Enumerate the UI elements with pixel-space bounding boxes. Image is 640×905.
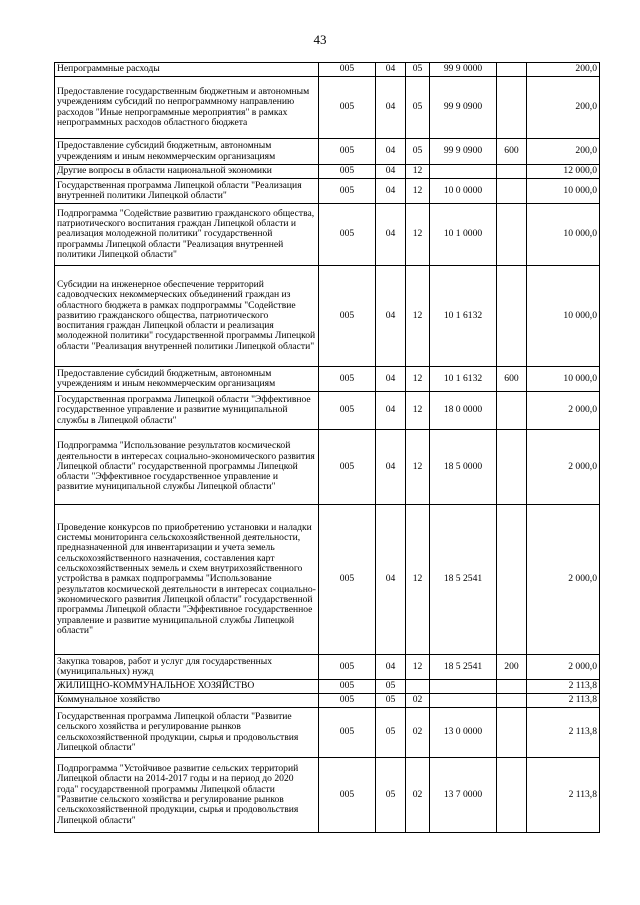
table-row [55, 266, 600, 367]
table-row [55, 63, 600, 77]
row-subsection-code: 12 [406, 392, 430, 430]
row-subsection-code: 05 [406, 63, 430, 77]
row-section-code: 04 [376, 204, 406, 266]
row-section-code: 04 [376, 655, 406, 680]
row-department-code: 005 [319, 179, 376, 204]
row-expense-type [497, 179, 527, 204]
row-department-code: 005 [319, 139, 376, 165]
row-expense-type [497, 694, 527, 708]
table-row [55, 179, 600, 204]
page-number: 43 [313, 32, 327, 47]
row-amount: 200,0 [527, 63, 600, 77]
row-target-article [430, 680, 497, 694]
row-department-code: 005 [319, 367, 376, 392]
row-section-code: 04 [376, 165, 406, 179]
row-section-code: 04 [376, 367, 406, 392]
row-expense-type [497, 680, 527, 694]
row-expense-type [497, 392, 527, 430]
row-department-code: 005 [319, 63, 376, 77]
row-subsection-code: 12 [406, 165, 430, 179]
row-department-code: 005 [319, 655, 376, 680]
row-amount: 2 113,8 [527, 708, 600, 758]
row-subsection-code: 02 [406, 758, 430, 833]
row-subsection-code: 02 [406, 708, 430, 758]
row-subsection-code: 12 [406, 430, 430, 505]
row-department-code: 005 [319, 165, 376, 179]
row-subsection-code: 12 [406, 655, 430, 680]
row-subsection-code: 05 [406, 139, 430, 165]
table-row [55, 77, 600, 139]
row-expense-type: 600 [497, 139, 527, 165]
table-row [55, 655, 600, 680]
row-department-code: 005 [319, 430, 376, 505]
table-row [55, 430, 600, 505]
row-subsection-code: 12 [406, 505, 430, 655]
row-amount: 2 113,8 [527, 758, 600, 833]
table-row [55, 204, 600, 266]
row-section-code: 05 [376, 680, 406, 694]
table-row [55, 680, 600, 694]
row-amount: 10 000,0 [527, 266, 600, 367]
row-description: Государственная программа Липецкой области "Развитие сельского хозяйства и регулирование рынков сельскохозяйственной продукции, сырья и продовольствия Липецкой области" [55, 708, 319, 758]
budget-table [54, 62, 600, 833]
row-target-article: 18 5 2541 [430, 655, 497, 680]
table-row [55, 694, 600, 708]
row-description: Предоставление субсидий бюджетным, автономным учреждениям и иным некоммерческим организациям [55, 367, 319, 392]
row-description: Подпрограмма "Использование результатов космической деятельности в интересах социально-экономического развития Липецкой области" государственной программы Липецкой области "Эффективное государственное управление и развитие муниципальной службы Липецкой области" [55, 430, 319, 505]
row-department-code: 005 [319, 392, 376, 430]
table-row [55, 505, 600, 655]
row-subsection-code [406, 680, 430, 694]
row-target-article: 18 0 0000 [430, 392, 497, 430]
row-department-code: 005 [319, 204, 376, 266]
row-target-article: 99 9 0000 [430, 63, 497, 77]
row-amount: 200,0 [527, 77, 600, 139]
row-target-article: 18 5 0000 [430, 430, 497, 505]
row-amount: 2 000,0 [527, 655, 600, 680]
row-expense-type [497, 77, 527, 139]
row-amount: 10 000,0 [527, 367, 600, 392]
row-department-code: 005 [319, 680, 376, 694]
row-amount: 10 000,0 [527, 179, 600, 204]
row-subsection-code: 12 [406, 179, 430, 204]
row-subsection-code: 12 [406, 266, 430, 367]
table-row [55, 367, 600, 392]
row-section-code: 04 [376, 392, 406, 430]
row-section-code: 05 [376, 694, 406, 708]
row-target-article: 10 1 6132 [430, 367, 497, 392]
row-expense-type: 600 [497, 367, 527, 392]
row-subsection-code: 12 [406, 204, 430, 266]
row-department-code: 005 [319, 77, 376, 139]
row-department-code: 005 [319, 505, 376, 655]
row-expense-type [497, 204, 527, 266]
row-subsection-code: 12 [406, 367, 430, 392]
row-target-article: 99 9 0900 [430, 139, 497, 165]
row-description: Проведение конкурсов по приобретению установки и наладки системы мониторинга сельскохозяйственной деятельности, предназначенной для инвентаризации и учета земель сельскохозяйственного назначения, составления карт сельскохозяйственных земель и схем внутрихозяйственного устройства в рамках подпрограммы "Использование результатов космической деятельности в интересах социально-экономического развития Липецкой области" государственной программы Липецкой области "Эффективное государственное управление и развитие муниципальной службы Липецкой области" [55, 505, 319, 655]
row-expense-type [497, 63, 527, 77]
row-description: Подпрограмма "Устойчивое развитие сельских территорий Липецкой области на 2014-2017 годы и на период до 2020 года" государственной программы Липецкой области "Развитие сельского хозяйства и регулирование рынков сельскохозяйственной продукции, сырья и продовольствия Липецкой области" [55, 758, 319, 833]
row-section-code: 04 [376, 77, 406, 139]
row-section-code: 04 [376, 179, 406, 204]
row-description: Закупка товаров, работ и услуг для государственных (муниципальных) нужд [55, 655, 319, 680]
table-row [55, 708, 600, 758]
row-amount: 2 000,0 [527, 392, 600, 430]
row-amount: 2 113,8 [527, 680, 600, 694]
row-expense-type [497, 505, 527, 655]
row-department-code: 005 [319, 708, 376, 758]
row-amount: 12 000,0 [527, 165, 600, 179]
row-expense-type [497, 708, 527, 758]
table-row [55, 392, 600, 430]
row-amount: 2 113,8 [527, 694, 600, 708]
row-target-article: 13 7 0000 [430, 758, 497, 833]
row-department-code: 005 [319, 758, 376, 833]
row-description: Предоставление субсидий бюджетным, автономным учреждениям и иным некоммерческим организациям [55, 139, 319, 165]
row-expense-type: 200 [497, 655, 527, 680]
row-target-article: 10 1 0000 [430, 204, 497, 266]
row-target-article: 99 9 0900 [430, 77, 497, 139]
row-description: Предоставление государственным бюджетным и автономным учреждениям субсидий по непрограммному направлению расходов "Иные непрограммные мероприятия" в рамках непрограммных расходов областного бюджета [55, 77, 319, 139]
row-expense-type [497, 758, 527, 833]
row-subsection-code: 02 [406, 694, 430, 708]
row-target-article: 18 5 2541 [430, 505, 497, 655]
row-target-article: 13 0 0000 [430, 708, 497, 758]
row-section-code: 05 [376, 758, 406, 833]
row-expense-type [497, 165, 527, 179]
row-description: Другие вопросы в области национальной экономики [55, 165, 319, 179]
row-description: ЖИЛИЩНО-КОММУНАЛЬНОЕ ХОЗЯЙСТВО [55, 680, 319, 694]
row-target-article: 10 1 6132 [430, 266, 497, 367]
table-row [55, 165, 600, 179]
row-amount: 2 000,0 [527, 430, 600, 505]
row-description: Субсидии на инженерное обеспечение территорий садоводческих некоммерческих объединений граждан из областного бюджета в рамках подпрограммы "Содействие развитию гражданского общества, патриотического воспитания граждан Липецкой области и реализация молодежной политики" государственной программы Липецкой области "Реализация внутренней политики Липецкой области" [55, 266, 319, 367]
row-expense-type [497, 266, 527, 367]
row-amount: 10 000,0 [527, 204, 600, 266]
row-section-code: 04 [376, 266, 406, 367]
row-expense-type [497, 430, 527, 505]
row-department-code: 005 [319, 694, 376, 708]
row-subsection-code: 05 [406, 77, 430, 139]
row-description: Государственная программа Липецкой области "Реализация внутренней политики Липецкой области" [55, 179, 319, 204]
row-amount: 200,0 [527, 139, 600, 165]
row-description: Коммунальное хозяйство [55, 694, 319, 708]
row-target-article [430, 165, 497, 179]
row-section-code: 04 [376, 63, 406, 77]
row-description: Непрограммные расходы [55, 63, 319, 77]
row-section-code: 04 [376, 505, 406, 655]
row-description: Государственная программа Липецкой области "Эффективное государственное управление и развитие муниципальной службы в Липецкой области" [55, 392, 319, 430]
row-department-code: 005 [319, 266, 376, 367]
row-section-code: 05 [376, 708, 406, 758]
row-description: Подпрограмма "Содействие развитию гражданского общества, патриотического воспитания граждан Липецкой области и реализация молодежной политики" государственной программы Липецкой области "Реализация внутренней политики Липецкой области" [55, 204, 319, 266]
row-amount: 2 000,0 [527, 505, 600, 655]
row-section-code: 04 [376, 139, 406, 165]
row-target-article: 10 0 0000 [430, 179, 497, 204]
table-row [55, 758, 600, 833]
table-row [55, 139, 600, 165]
row-section-code: 04 [376, 430, 406, 505]
row-target-article [430, 694, 497, 708]
